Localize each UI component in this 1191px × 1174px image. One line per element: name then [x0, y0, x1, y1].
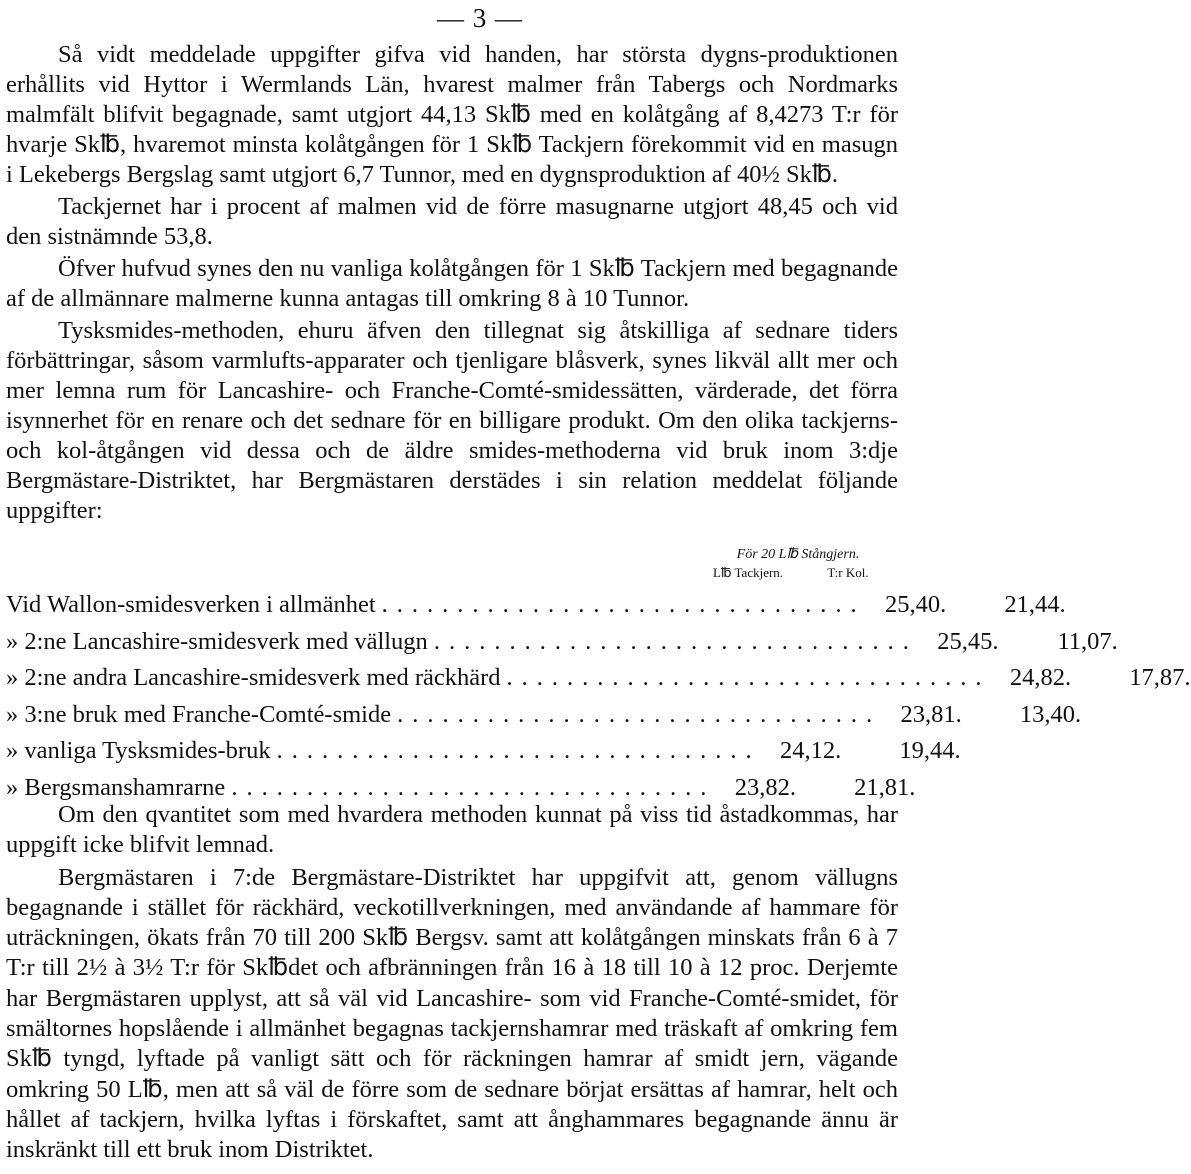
paragraph-kolatgang: Öfver hufvud synes den nu vanliga kolåtgången för 1 Sk℔ Tackjern med begagnande af de allmännare malmerne kunna antagas till omkring 8 à 10 Tunnor. [6, 255, 898, 312]
table-row [6, 733, 961, 770]
leader-dots: ................................ [381, 591, 866, 618]
value-kol: 13,40. [1019, 700, 1082, 728]
row-label: » 3:ne bruk med Franche-Comté-smide [6, 700, 392, 728]
paragraph-production: Så vidt meddelade uppgifter gifva vid handen, har största dygns-produktionen erhållits vid Hyttor i Wermlands Län, hvarest malmer från Tabergs och Nordmarks malmfält blifvit begagnade, samt utgjort 44,13 Sk℔ med en kolåtgång af 8,4273 T:r för hvarje Sk℔, hvaremot minsta kolåtgången för 1 Sk℔ Tackjern förekommit vid en masugn i Lekebergs Bergslag samt utgjort 6,7 Tunnor, med en dygnsproduktion af 40½ Sk℔. [6, 41, 898, 188]
body-text-after-table [6, 800, 898, 1166]
value-kol: 21,44. [1004, 591, 1066, 618]
value-kol: 17,87. [1129, 664, 1191, 692]
row-label: » 2:ne andra Lancashire-smidesverk med räckhärd [6, 664, 501, 692]
leader-dots: ................................ [276, 737, 761, 765]
paragraph-qvantitet: Om den qvantitet som med hvardera methoden kunnat på viss tid åstadkommas, har uppgift icke blifvit lemnad. [6, 801, 898, 859]
leader-dots: ................................ [433, 627, 918, 655]
value-kol: 19,44. [899, 737, 961, 765]
value-kol: 11,07. [1057, 627, 1118, 655]
table-row [6, 587, 1066, 624]
paragraph-tackjern-percent: Tackjernet har i procent af malmen vid de förre masugnarne utgjort 48,45 och vid den sistnämnde 53,8. [6, 193, 898, 250]
row-label: » Bergsmanshamrarne [6, 773, 226, 801]
column-header-tackjern: L℔ Tackjern. [712, 565, 784, 580]
leader-dots: ................................ [506, 664, 991, 692]
row-label: » 2:ne Lancashire-smidesverk med vällugn [6, 627, 428, 655]
table-row [6, 697, 1082, 734]
paragraph-bergmastaren: Bergmästaren i 7:de Bergmästare-Distriktet har uppgifvit att, genom vällugns begagnande i stället för räckhärd, veckotillverkningen, med användande af hammare för uträckningen, ökats från 70 till 200 Sk℔ Bergsv. samt att kolåtgången minskats från 6 à 7 T:r till 2½ à 3½ T:r för Sk℔det och afbränningen från 16 à 18 till 10 à 12 proc. Derjemte har Bergmästaren upplyst, att så väl vid Lancashire- som vid Franche-Comté-smidet, för smältornes hopslående i allmänhet begagnas tackjernshamrar med träskaft af omkring fem Sk℔ tyngd, lyftade på vanligt sätt och för räckningen hamrar af smidt jern, vägande omkring 50 L℔, men att så väl de förre som de sednare börjat ersättas af hamrar, helt och hållet af tackjern, hvilka lyftas i förskaftet, samt att ånghammares begagnande ännu är inskränkt till ett bruk inom Distriktet. [6, 863, 898, 1164]
table-row [6, 660, 1191, 697]
table-row [6, 624, 1118, 661]
table-span-title: För 20 L℔ Stångjern. [736, 547, 860, 562]
page-number: — 3 — [437, 3, 523, 33]
value-tackjern: 24,12. [779, 737, 842, 765]
leader-dots: ................................ [397, 700, 882, 728]
value-kol: 21,81. [854, 773, 916, 801]
paragraph-tysksmides: Tysksmides-methoden, ehuru äfven den tillegnat sig åtskilliga af sednare tiders förbättringar, såsom varmlufts-apparater och tjenligare blåsverk, synes likväl allt mer och mer lemna rum för Lancashire- och Franche-Comté-smidessätten, värderade, det förra isynnerhet för en renare och det sednare för en billigare produkt. Om den olika tackjerns- och kol-åtgången vid dessa och de äldre smides-methoderna vid bruk inom 3:dje Bergmästare-Distriktet, har Bergmästaren derstädes i sin relation meddelat följande uppgifter: [6, 317, 898, 524]
leader-dots: ................................ [231, 773, 716, 801]
value-tackjern: 23,81. [900, 700, 962, 728]
value-tackjern: 25,40. [885, 591, 947, 618]
row-label: » vanliga Tysksmides-bruk [6, 737, 271, 765]
column-header-kol: T:r Kol. [827, 565, 869, 580]
value-tackjern: 25,45. [937, 627, 999, 655]
table-column-headers [6, 564, 898, 581]
consumption-table [6, 546, 1191, 807]
body-text [6, 40, 898, 526]
value-tackjern: 23,82. [734, 773, 796, 801]
value-tackjern: 24,82. [1009, 664, 1072, 692]
table-span-heading [6, 546, 898, 564]
row-label: Vid Wallon-smidesverken i allmänhet [6, 591, 376, 618]
